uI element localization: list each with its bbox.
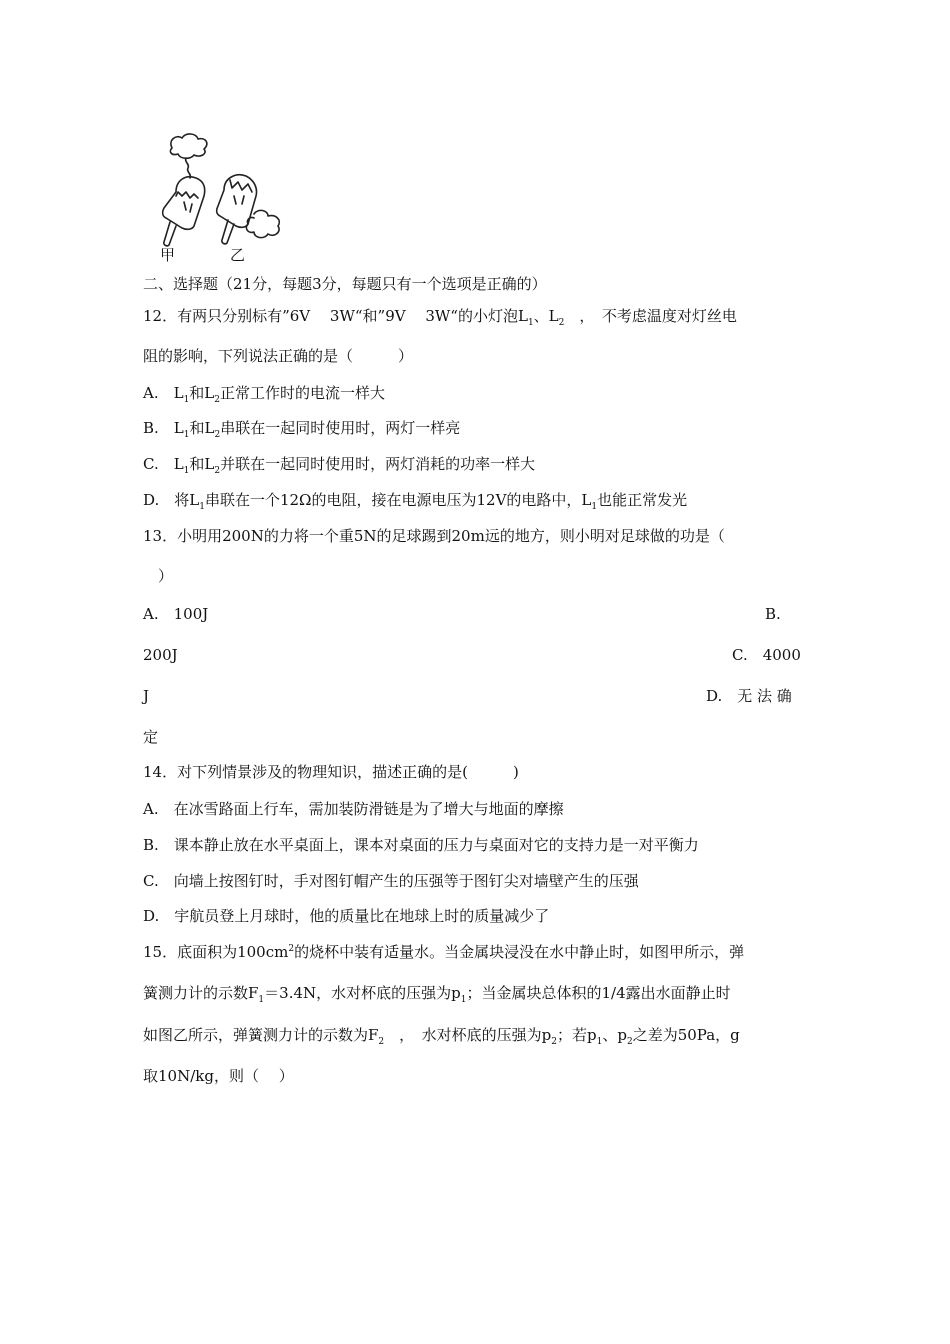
q14-option-c: C. 向墙上按图钉时，手对图钉帽产生的压强等于图钉尖对墙壁产生的压强	[143, 872, 639, 890]
q12-line-1: 12．有两只分别标有”6V 3W“和”9V 3W“的小灯泡$L_1$、$L_2$ ， 不考虑温度对灯丝电	[143, 307, 737, 328]
q15-line-4: 取10N/kg，则（ ）	[143, 1067, 294, 1085]
q12-line-2: 阻的影响，下列说法正确的是（ ）	[143, 347, 414, 365]
q14-line-1: 14．对下列情景涉及的物理知识，描述正确的是( )	[143, 763, 519, 781]
q12-option-b: B. $L_1$和$L_2$串联在一起同时使用时，两灯一样亮	[143, 419, 461, 440]
q12-option-a: A. $L_1$和$L_2$正常工作时的电流一样大	[143, 384, 386, 405]
q12-option-c: C. $L_1$和$L_2$并联在一起同时使用时，两灯消耗的功率一样大	[143, 455, 536, 476]
q13-option-b: B.	[765, 605, 781, 623]
q13-option-d: D. 无 法 确	[706, 687, 792, 705]
q14-option-d: D. 宇航员登上月球时，他的质量比在地球上时的质量减少了	[143, 907, 550, 925]
q14-option-a: A. 在冰雪路面上行车，需加装防滑链是为了增大与地面的摩擦	[143, 800, 564, 818]
q13-option-b-value: 200J	[143, 646, 178, 664]
q13-option-a: A. 100J	[143, 605, 209, 623]
q13-line-1: 13．小明用200N的力将一个重5N的足球踢到20m远的地方，则小明对足球做的功是（	[143, 527, 725, 545]
q15-line-1: 15．底面积为$100cm^2$的烧杯中装有适量水。当金属块浸没在水中静止时，如图甲所示，弹	[143, 943, 745, 961]
q12-option-d: D. 将$L_1$串联在一个12Ω的电阻，接在电源电压为12V的电路中，$L_1$也能正常发光	[143, 491, 688, 512]
q13-line-2: ）	[143, 567, 174, 585]
figure-label-yi: 乙	[230, 246, 246, 264]
q13-option-d-cont: 定	[143, 728, 159, 746]
section-title: 二、选择题（21分，每题3分，每题只有一个选项是正确的）	[143, 275, 547, 293]
figure-label-jia: 甲	[160, 246, 176, 264]
q15-line-3: 如图乙所示，弹簧测力计的示数为$F_2$ ， 水对杯底的压强为$p_2$；若$p_1$、$p_2$之差为50Pa，g	[143, 1026, 740, 1047]
q13-option-c: C. 4000	[732, 646, 801, 664]
q14-option-b: B. 课本静止放在水平桌面上，课本对桌面的压力与桌面对它的支持力是一对平衡力	[143, 836, 699, 854]
q13-option-c-unit: J	[143, 687, 150, 705]
q15-line-2: 簧测力计的示数$F_1=3.4N$，水对杯底的压强为$p_1$；当金属块总体积的1/4露出水面静止时	[143, 984, 731, 1005]
popsicle-figure	[158, 130, 288, 265]
